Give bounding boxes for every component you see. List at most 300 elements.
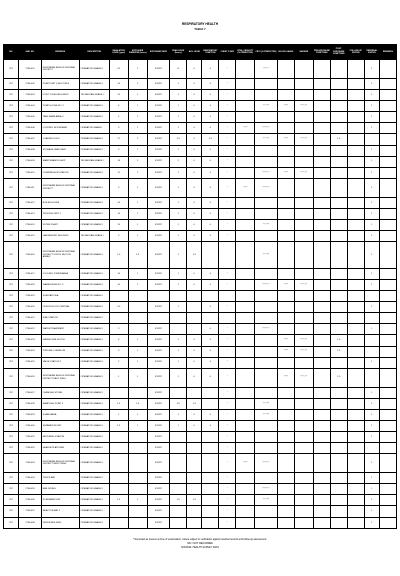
table-cell [109, 484, 128, 495]
table-row [4, 443, 397, 454]
table-row [4, 231, 397, 242]
table-cell: * [219, 302, 236, 313]
table-cell: * [219, 268, 236, 279]
table-cell: 1796-031 [19, 432, 42, 443]
table-cell [294, 219, 313, 230]
table-cell: 1796-023 [19, 335, 42, 346]
table-row [4, 145, 397, 156]
table-cell [202, 506, 219, 517]
table-cell: 1796-009 [19, 156, 42, 167]
table-cell: OPERATOR GRADE II [79, 517, 109, 528]
table-cell [347, 112, 364, 123]
table-cell [379, 178, 396, 197]
table-row [4, 123, 397, 134]
column-header: EXPOSURE DURATION (hours) [128, 45, 147, 60]
column-header: REMARKS [379, 45, 396, 60]
footnote: * Recorded as present at time of examination; values subject to verification against medical records and follow-up assessment. [133, 538, 267, 541]
table-cell: 1 [170, 178, 187, 197]
table-cell: OPERATOR GRADE II [79, 324, 109, 335]
table-cell: OPERATOR GRADE II [79, 60, 109, 79]
table-cell: 5/11/97 [147, 231, 170, 242]
table-cell: ***** [277, 167, 294, 178]
table-cell: * [219, 324, 236, 335]
table-cell [236, 335, 255, 346]
table-cell: 1796-038 [19, 517, 42, 528]
table-cell: 257 [4, 346, 19, 357]
table-cell: 0 [202, 123, 219, 134]
document-subtitle: TABLE 7 [194, 27, 206, 31]
table-cell: OPERATOR GRADE II [79, 313, 109, 324]
table-cell: OPERATOR GRADE II [79, 443, 109, 454]
table-cell: 1 [128, 219, 147, 230]
table-cell [202, 484, 219, 495]
table-cell: 1 [170, 219, 187, 230]
table-cell: 1796-002 [19, 78, 42, 89]
table-cell [255, 420, 278, 431]
table-cell: 1.5 [170, 495, 187, 506]
table-cell: NORTHERN REGION CENTRAL DISTRICT [41, 178, 79, 197]
table-cell [330, 324, 347, 335]
table-row [4, 368, 397, 387]
table-cell [294, 145, 313, 156]
table-cell: OPERATOR GRADE II [79, 357, 109, 368]
table-cell [313, 101, 330, 112]
table-cell: ****-*** [294, 346, 313, 357]
table-cell: 0 [202, 268, 219, 279]
table-cell: 257 [4, 454, 19, 473]
table-cell [236, 167, 255, 178]
table-cell: ****-*** [294, 368, 313, 387]
table-cell [347, 291, 364, 302]
table-cell [170, 387, 187, 398]
table-cell [236, 398, 255, 409]
table-cell: * [219, 60, 236, 79]
table-row [4, 387, 397, 398]
table-cell: FILTER PLANT [41, 219, 79, 230]
table-cell [277, 495, 294, 506]
table-cell [330, 178, 347, 197]
table-cell: 1 [170, 197, 187, 208]
table-cell: *** **** [255, 409, 278, 420]
table-cell [236, 443, 255, 454]
table-cell [330, 90, 347, 101]
table-cell: OPERATOR GRADE II [79, 112, 109, 123]
table-cell [364, 313, 379, 324]
table-cell: 5/11/97 [147, 156, 170, 167]
table-cell [277, 291, 294, 302]
table-cell: 5/11/97 [147, 357, 170, 368]
table-cell: 1796-008 [19, 145, 42, 156]
table-cell [277, 387, 294, 398]
table-cell: 0 [202, 219, 219, 230]
table-cell: MAINTENANCE SHOP [41, 156, 79, 167]
table-cell: 1 [170, 409, 187, 420]
table-cell: 0 [187, 335, 202, 346]
table-cell [187, 454, 202, 473]
table-cell: 257 [4, 101, 19, 112]
table-cell [236, 112, 255, 123]
table-cell: * [219, 398, 236, 409]
table-cell: 0 [187, 346, 202, 357]
table-row [4, 506, 397, 517]
table-cell: ***** [277, 134, 294, 145]
table-cell [236, 90, 255, 101]
table-cell [330, 268, 347, 279]
table-cell: 0 [202, 357, 219, 368]
table-cell: 3 [109, 231, 128, 242]
table-cell [313, 302, 330, 313]
table-cell: OPERATOR GRADE II [79, 495, 109, 506]
table-cell: *** **** [255, 398, 278, 409]
column-header: POST-EXPOSURE SYMPTOMS [330, 45, 347, 60]
table-cell: 2 [128, 78, 147, 89]
table-row [4, 357, 397, 368]
table-cell: NORTHERN REGION CENTRAL DISTRICT [41, 60, 79, 79]
table-cell: 1796-027 [19, 387, 42, 398]
table-cell: 257 [4, 123, 19, 134]
table-cell [294, 302, 313, 313]
table-cell [202, 517, 219, 528]
table-cell [347, 432, 364, 443]
table-cell: ******* * [255, 123, 278, 134]
table-cell: 0.2 [109, 60, 128, 79]
table-cell [330, 302, 347, 313]
table-cell: 0 [187, 78, 202, 89]
table-cell [109, 473, 128, 484]
table-cell [313, 231, 330, 242]
table-cell: * [219, 279, 236, 290]
table-cell [128, 484, 147, 495]
table-cell [202, 291, 219, 302]
table-cell [347, 398, 364, 409]
table-cell: 0 [187, 178, 202, 197]
table-cell [347, 346, 364, 357]
table-cell: 257 [4, 78, 19, 89]
table-row [4, 335, 397, 346]
table-cell: 0 [202, 197, 219, 208]
table-cell: 1 [128, 90, 147, 101]
table-cell: 5/11/97 [147, 90, 170, 101]
table-cell: 26 [109, 197, 128, 208]
table-cell: 1.5 [109, 495, 128, 506]
table-cell [313, 60, 330, 79]
table-cell [347, 484, 364, 495]
table-cell [379, 324, 396, 335]
table-cell: 2 [170, 156, 187, 167]
table-cell: 5/11/97 [147, 101, 170, 112]
table-cell [255, 291, 278, 302]
table-cell [330, 242, 347, 269]
table-cell: 3 [109, 346, 128, 357]
table-cell: 1796-026 [19, 368, 42, 387]
table-cell: 6 [109, 101, 128, 112]
table-cell: 1 [364, 432, 379, 443]
table-cell [379, 495, 396, 506]
table-cell: 1 [364, 517, 379, 528]
table-cell [294, 313, 313, 324]
table-cell [170, 443, 187, 454]
table-cell: 1 [364, 242, 379, 269]
table-cell [294, 432, 313, 443]
table-cell [170, 291, 187, 302]
table-cell [255, 368, 278, 387]
table-cell: 1.5 [109, 420, 128, 431]
table-cell: 1 [170, 167, 187, 178]
table-cell [347, 302, 364, 313]
table-cell: 5/11/97 [147, 432, 170, 443]
table-cell [313, 346, 330, 357]
table-cell [255, 357, 278, 368]
table-cell: OPERATOR GRADE II [79, 242, 109, 269]
table-cell: OFFICE BLOCK CENTRAL [41, 302, 79, 313]
table-cell [330, 156, 347, 167]
table-cell [294, 443, 313, 454]
table-cell [277, 357, 294, 368]
table-cell: * [219, 517, 236, 528]
table-cell [347, 123, 364, 134]
table-cell: * [219, 495, 236, 506]
table-cell: 1 [170, 90, 187, 101]
table-cell: 5/11/97 [147, 242, 170, 269]
table-cell [379, 454, 396, 473]
table-cell [330, 112, 347, 123]
table-cell [313, 387, 330, 398]
table-cell [255, 302, 278, 313]
table-row [4, 134, 397, 145]
table-cell: 5/11/97 [147, 167, 170, 178]
table-cell: 257 [4, 432, 19, 443]
table-cell [128, 454, 147, 473]
table-cell [294, 123, 313, 134]
table-cell: 0 [187, 156, 202, 167]
table-row [4, 517, 397, 528]
table-cell [347, 335, 364, 346]
table-cell: SAMPLING POINT 4 [41, 398, 79, 409]
table-cell: * [219, 78, 236, 89]
table-cell: 1 [170, 335, 187, 346]
table-cell [255, 335, 278, 346]
table-row [4, 313, 397, 324]
table-cell: 257 [4, 279, 19, 290]
table-cell [379, 268, 396, 279]
table-cell: OPERATOR GRADE II [79, 291, 109, 302]
table-cell: 2 [109, 357, 128, 368]
table-row [4, 324, 397, 335]
table-cell: 10 [109, 279, 128, 290]
table-cell: *** **** [255, 101, 278, 112]
table-cell: 5/11/97 [147, 123, 170, 134]
table-cell [128, 473, 147, 484]
table-cell: ******* * [255, 178, 278, 197]
table-cell: 1 [128, 409, 147, 420]
table-cell [330, 454, 347, 473]
table-cell [313, 495, 330, 506]
table-cell: OPERATOR GRADE II [79, 167, 109, 178]
table-cell [170, 484, 187, 495]
table-cell [364, 368, 379, 387]
table-cell [236, 432, 255, 443]
table-cell: TECHNICIAN GRADE I [79, 90, 109, 101]
table-cell: *** **** [255, 495, 278, 506]
table-cell [236, 78, 255, 89]
table-cell [236, 357, 255, 368]
column-header: INHALATION LEVEL (ppm) [109, 45, 128, 60]
table-cell: 1 [364, 302, 379, 313]
table-cell: 1 [364, 398, 379, 409]
table-cell: * [219, 112, 236, 123]
table-cell: 0 [202, 156, 219, 167]
table-cell [330, 420, 347, 431]
table-cell: 5/11/97 [147, 268, 170, 279]
table-cell [277, 409, 294, 420]
table-cell [255, 432, 278, 443]
table-cell: 1 [364, 167, 379, 178]
table-cell: * [219, 101, 236, 112]
column-header: REFERRAL STATUS [364, 45, 379, 60]
table-cell [330, 517, 347, 528]
table-cell: 6 [109, 335, 128, 346]
table-cell: 18 [109, 156, 128, 167]
table-cell: 1.5 [202, 134, 219, 145]
table-cell: CHEMICAL STORE [41, 387, 79, 398]
table-cell [294, 268, 313, 279]
table-cell [187, 484, 202, 495]
table-cell: 0 [202, 409, 219, 420]
column-header: RESPIRATORY SYMPTOM [202, 45, 219, 60]
table-cell: OPERATOR GRADE II [79, 268, 109, 279]
table-cell: 1 [128, 279, 147, 290]
table-cell [347, 443, 364, 454]
table-cell: 1 [128, 145, 147, 156]
table-cell: COOLING TOWER AREA [41, 268, 79, 279]
table-cell [347, 167, 364, 178]
table-cell: TANK FARM AREA C [41, 112, 79, 123]
table-cell [294, 387, 313, 398]
table-cell [187, 517, 202, 528]
table-cell: 1 [364, 231, 379, 242]
table-cell: RAIL SIDING [41, 484, 79, 495]
table-cell [109, 506, 128, 517]
table-cell [294, 78, 313, 89]
table-cell [379, 279, 396, 290]
table-cell [313, 123, 330, 134]
table-cell: UTILITY BUILDING WEST [41, 90, 79, 101]
table-row [4, 112, 397, 123]
table-cell [330, 208, 347, 219]
table-cell: 5/11/97 [147, 495, 170, 506]
column-header: FOLLOW-UP STATUS [347, 45, 364, 60]
table-row [4, 178, 397, 197]
table-cell [236, 302, 255, 313]
table-cell: 2 [128, 156, 147, 167]
table-cell [202, 398, 219, 409]
table-row [4, 101, 397, 112]
table-cell [330, 409, 347, 420]
table-cell: * [219, 420, 236, 431]
table-cell: * [219, 443, 236, 454]
table-cell: OPERATOR GRADE II [79, 506, 109, 517]
table-cell: OPERATOR GRADE II [79, 219, 109, 230]
table-cell: 0 [187, 112, 202, 123]
table-cell [313, 134, 330, 145]
table-cell: 1 [109, 368, 128, 387]
table-cell: GATEHOUSE SOUTH [41, 335, 79, 346]
data-table [3, 44, 397, 529]
table-cell [379, 78, 396, 89]
table-cell: 1796-007 [19, 134, 42, 145]
table-cell: 257 [4, 112, 19, 123]
table-cell [294, 517, 313, 528]
table-cell [109, 432, 128, 443]
table-cell [255, 506, 278, 517]
table-cell: 257 [4, 506, 19, 517]
table-cell [313, 167, 330, 178]
table-cell [330, 197, 347, 208]
table-cell [330, 313, 347, 324]
table-cell [255, 208, 278, 219]
table-cell [313, 506, 330, 517]
table-cell: * [219, 432, 236, 443]
table-cell [347, 60, 364, 79]
table-cell [277, 420, 294, 431]
table-cell: 5/11/97 [147, 279, 170, 290]
table-row [4, 398, 397, 409]
table-cell [313, 484, 330, 495]
table-cell: 1796-017 [19, 268, 42, 279]
table-cell: 257 [4, 398, 19, 409]
table-row [4, 219, 397, 230]
table-cell: 5/11/97 [147, 112, 170, 123]
table-cell [255, 78, 278, 89]
table-cell: 5/11/97 [147, 60, 170, 79]
table-cell [313, 432, 330, 443]
table-cell: 1 [170, 145, 187, 156]
table-cell [202, 432, 219, 443]
table-cell: 3 [109, 145, 128, 156]
table-cell [330, 432, 347, 443]
table-cell: 1 [364, 454, 379, 473]
table-cell: 1.5 [187, 495, 202, 506]
table-cell [313, 313, 330, 324]
table-cell: 257 [4, 268, 19, 279]
table-cell [255, 473, 278, 484]
table-cell: 1.5 [109, 398, 128, 409]
table-cell: ***** [277, 368, 294, 387]
table-cell: 257 [4, 291, 19, 302]
table-cell: ***** [277, 279, 294, 290]
footnote-source: SOURCE: HEALTH SURVEY DATA [181, 546, 219, 549]
table-cell: 257 [4, 242, 19, 269]
table-cell: 5/11/97 [147, 208, 170, 219]
table-cell [128, 302, 147, 313]
table-cell: PUMP HOUSE NO. 2 [41, 101, 79, 112]
table-cell: ****-*** [294, 134, 313, 145]
table-cell: 5/11/97 [147, 346, 170, 357]
table-cell [379, 368, 396, 387]
table-cell [330, 123, 347, 134]
table-cell [379, 313, 396, 324]
table-cell: 1 [128, 357, 147, 368]
table-cell: ****-*** [294, 279, 313, 290]
table-cell: 257 [4, 156, 19, 167]
table-cell [379, 219, 396, 230]
table-cell: 1 [170, 357, 187, 368]
table-cell [379, 443, 396, 454]
table-cell [236, 219, 255, 230]
table-cell [294, 197, 313, 208]
table-cell [347, 368, 364, 387]
table-cell: * [219, 357, 236, 368]
